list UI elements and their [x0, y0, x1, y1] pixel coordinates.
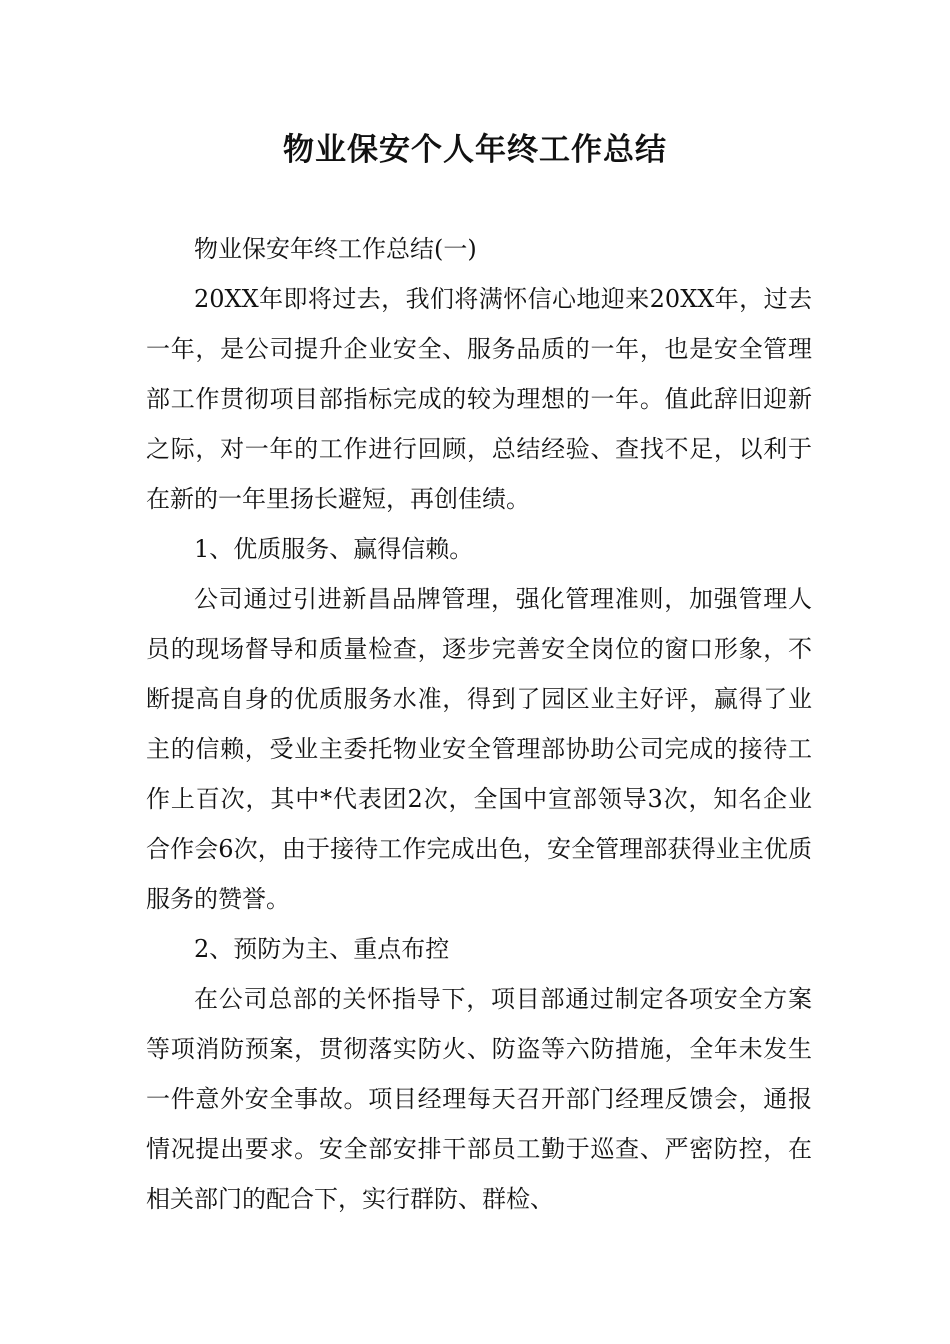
point-1-heading: 1、优质服务、赢得信赖。: [194, 535, 474, 563]
intro-paragraph: 20XX年即将过去，我们将满怀信心地迎来20XX年，过去一年，是公司提升企业安全、服务品质的一年，也是安全管理部工作贯彻项目部指标完成的较为理想的一年。值此辞旧迎新之际，对一年的工作进行回顾，总结经验、查找不足，以利于在新的一年里扬长避短，再创佳绩。: [146, 285, 812, 513]
section-heading: 物业保安年终工作总结(一): [194, 235, 477, 263]
point-2-paragraph: 在公司总部的关怀指导下，项目部通过制定各项安全方案等项消防预案，贯彻落实防火、防盗等六防措施，全年未发生一件意外安全事故。项目经理每天召开部门经理反馈会，通报情况提出要求。安全部安排干部员工勤于巡查、严密防控，在相关部门的配合下，实行群防、群检、: [146, 985, 812, 1213]
point-1-paragraph: 公司通过引进新昌品牌管理，强化管理准则，加强管理人员的现场督导和质量检查，逐步完善安全岗位的窗口形象，不断提高自身的优质服务水准，得到了园区业主好评，赢得了业主的信赖，受业主委托物业安全管理部协助公司完成的接待工作上百次，其中*代表团2次，全国中宣部领导3次，知名企业合作会6次，由于接待工作完成出色，安全管理部获得业主优质服务的赞誉。: [146, 585, 812, 913]
document-body: [146, 224, 812, 1224]
document-title: 物业保安个人年终工作总结: [283, 132, 667, 168]
point-2-heading: 2、预防为主、重点布控: [194, 935, 450, 963]
